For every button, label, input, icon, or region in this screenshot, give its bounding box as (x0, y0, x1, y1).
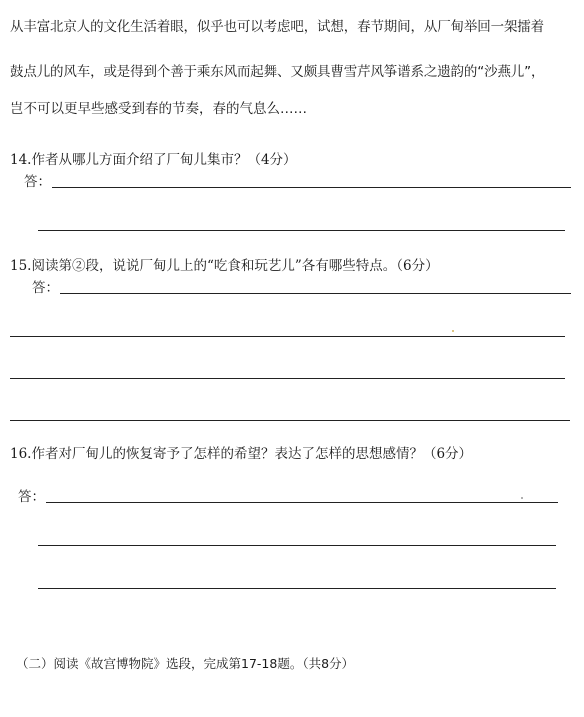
answer-label-14: 答： (24, 174, 51, 190)
passage-line-1: 从丰富北京人的文化生活着眼，似乎也可以考虑吧，试想，春节期间，从厂甸举回一架擂着 (10, 19, 544, 35)
answer-line-16-2[interactable] (38, 545, 556, 546)
question-15: 15.阅读第②段，说说厂甸儿上的“吃食和玩艺儿”各有哪些特点。（6分） (10, 258, 439, 274)
answer-label-15: 答： (32, 280, 59, 296)
answer-line-16-3[interactable] (38, 588, 556, 589)
question-16: 16.作者对厂甸儿的恢复寄予了怎样的希望？表达了怎样的思想感情？（6分） (10, 446, 473, 462)
answer-line-14-2[interactable] (38, 230, 565, 231)
answer-line-14-1[interactable] (52, 187, 571, 188)
question-14: 14.作者从哪儿方面介绍了厂甸儿集市？（4分） (10, 152, 297, 168)
stray-mark (452, 330, 454, 332)
passage-line-3: 岂不可以更早些感受到春的节奏，春的气息么…… (10, 101, 307, 117)
section-heading: （二）阅读《故宫博物院》选段，完成第17-18题。（共8分） (16, 656, 355, 671)
answer-label-16: 答： (18, 489, 45, 505)
stray-mark (521, 497, 523, 499)
answer-line-15-3[interactable] (10, 378, 565, 379)
answer-line-15-2[interactable] (10, 336, 565, 337)
answer-line-16-1[interactable] (46, 502, 558, 503)
passage-line-2: 鼓点儿的风车，或是得到个善于乘东风而起舞、又颇具曹雪芹风筝谱系之遗韵的“沙燕儿”， (10, 64, 545, 80)
answer-line-15-4[interactable] (10, 420, 570, 421)
answer-line-15-1[interactable] (60, 293, 571, 294)
